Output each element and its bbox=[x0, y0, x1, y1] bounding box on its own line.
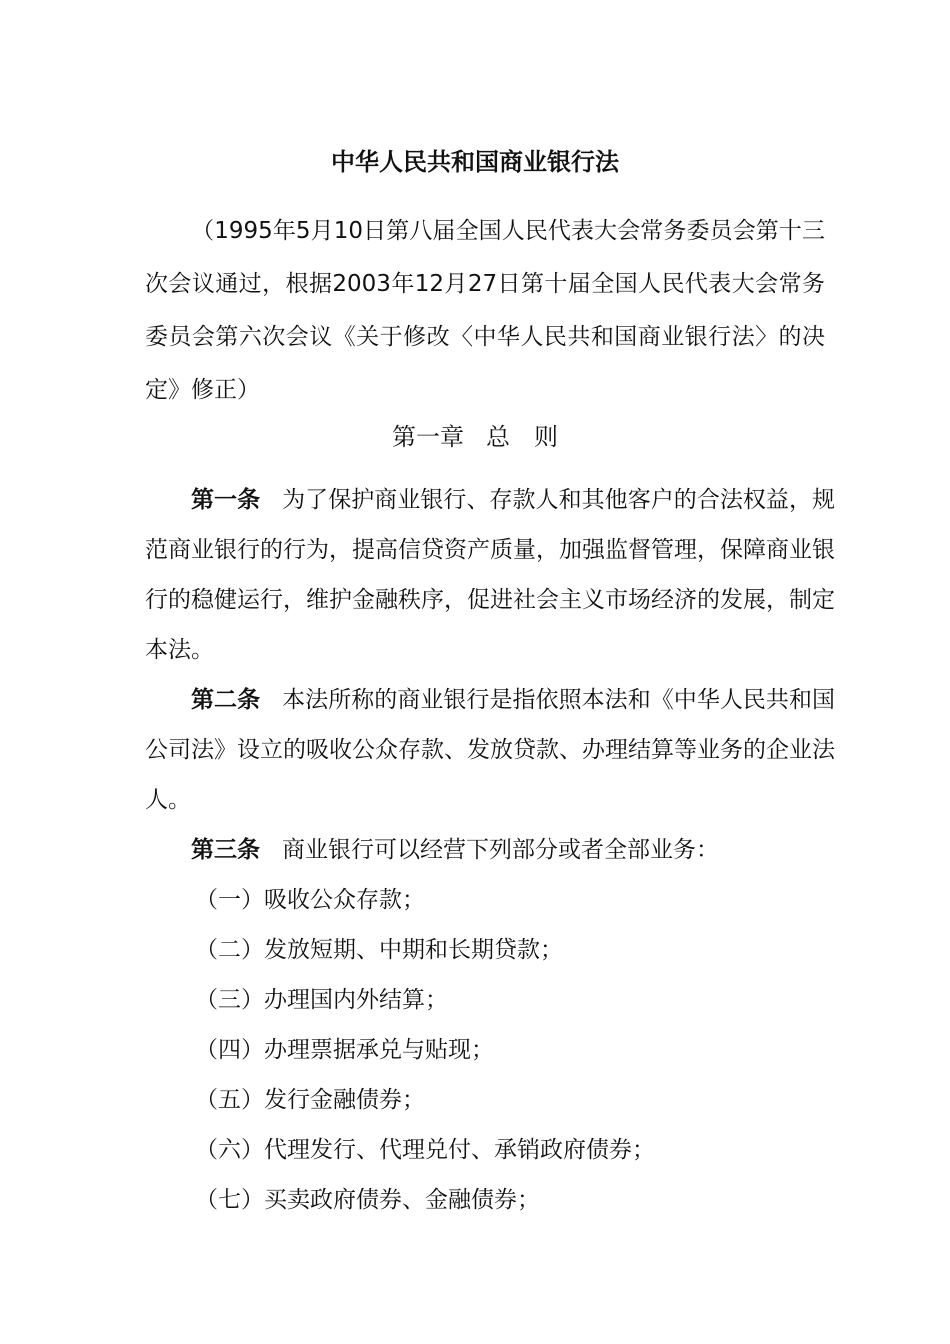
article-text: 为了保护商业银行、存款人和其他客户的合法权益，规范商业银行的行为，提高信贷资产质量，加强监督管理，保障商业银行的稳健运行，维护金融秩序，促进社会主义市场经济的发展，制定本法。 bbox=[145, 487, 836, 663]
article bbox=[145, 825, 835, 875]
list-item: （三）办理国内外结算； bbox=[195, 987, 448, 1013]
list-item: （六）代理发行、代理兑付、承销政府债券； bbox=[195, 1137, 655, 1163]
article-heading: 第一条 bbox=[191, 487, 261, 513]
article bbox=[145, 475, 835, 675]
article-text: 本法所称的商业银行是指依照本法和《中华人民共和国公司法》设立的吸收公众存款、发放贷款、办理结算等业务的企业法人。 bbox=[145, 687, 836, 813]
list-item: （四）办理票据承兑与贴现； bbox=[195, 1037, 494, 1063]
amendment-note-text: （1995年5月10日第八届全国人民代表大会常务委员会第十三次会议通过，根据2003年12月27日第十届全国人民代表大会常务委员会第六次会议《关于修改〈中华人民共和国商业银行法〉的决定》修正） bbox=[145, 218, 825, 403]
list-item: （七）买卖政府债券、金融债券； bbox=[195, 1187, 540, 1213]
list-item: （二）发放短期、中期和长期贷款； bbox=[195, 937, 563, 963]
article-heading: 第二条 bbox=[191, 687, 261, 713]
article-heading: 第三条 bbox=[191, 837, 260, 863]
document-title: 中华人民共和国商业银行法 bbox=[331, 148, 619, 176]
chapter-number: 第一章 bbox=[392, 423, 464, 451]
chapter-name: 总 则 bbox=[486, 423, 558, 451]
document-body bbox=[145, 475, 835, 1225]
article-text: 商业银行可以经营下列部分或者全部业务： bbox=[282, 837, 719, 863]
list-item: （一）吸收公众存款； bbox=[195, 887, 425, 913]
chapter-heading bbox=[0, 420, 950, 454]
amendment-note bbox=[145, 205, 825, 417]
list-item: （五）发行金融债券； bbox=[195, 1087, 425, 1113]
article bbox=[145, 675, 835, 825]
